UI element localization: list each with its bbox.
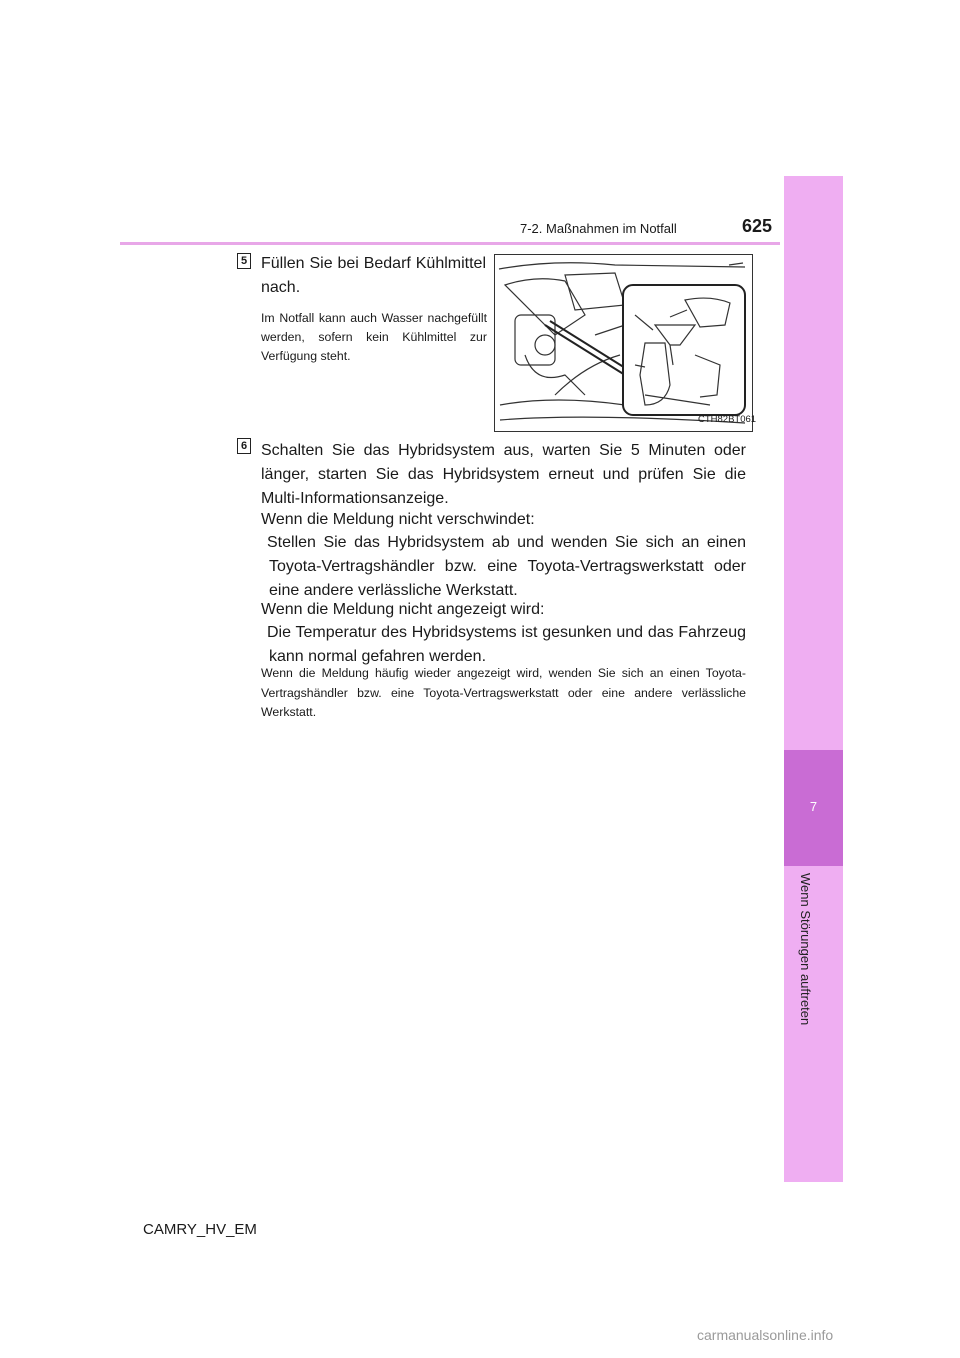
page-number: 625 (742, 216, 773, 236)
figure-code: CTH82BT061 (698, 414, 757, 425)
step-5-note: Im Notfall kann auch Wasser nachgefüllt werden, sofern kein Kühlmittel zur Verfügung steht. (261, 311, 487, 363)
section-header: 7-2. Maßnahmen im Notfall (520, 221, 677, 236)
step-number-badge: 6 (237, 438, 251, 454)
header-rule (120, 242, 780, 245)
chapter-number: 7 (809, 799, 818, 814)
condition-label: Wenn die Meldung nicht verschwindet: (261, 511, 535, 528)
footer-model-code: CAMRY_HV_EM (143, 1221, 257, 1238)
step-6-text: Schalten Sie das Hybridsystem aus, warten Sie 5 Minuten oder länger, starten Sie das Hybridsystem erneut und prüfen Sie die Multi-Informationsanzeige. (261, 442, 746, 507)
step-number-badge: 5 (237, 253, 251, 269)
condition-label: Wenn die Meldung nicht angezeigt wird: (261, 601, 545, 618)
condition-text: Die Temperatur des Hybridsystems ist gesunken und das Fahrzeug kann normal gefahren werden. (267, 624, 746, 665)
final-note: Wenn die Meldung häufig wieder angezeigt wird, wenden Sie sich an einen Toyota-Vertragshändler bzw. eine Toyota-Vertragswerkstatt oder eine andere verlässliche Werkstatt. (261, 666, 746, 719)
engine-bay-drawing (495, 255, 752, 431)
watermark: carmanualsonline.info (697, 1327, 834, 1343)
condition-text: Stellen Sie das Hybridsystem ab und wenden Sie sich an einen Toyota-Vertragshändler bzw. eine Toyota-Vertragswerkstatt oder eine andere verlässliche Werkstatt. (267, 534, 746, 599)
step-5-text: Füllen Sie bei Bedarf Kühlmittel nach. (261, 255, 486, 296)
chapter-title: Wenn Störungen auftreten (798, 873, 813, 1026)
coolant-refill-illustration (494, 254, 753, 432)
